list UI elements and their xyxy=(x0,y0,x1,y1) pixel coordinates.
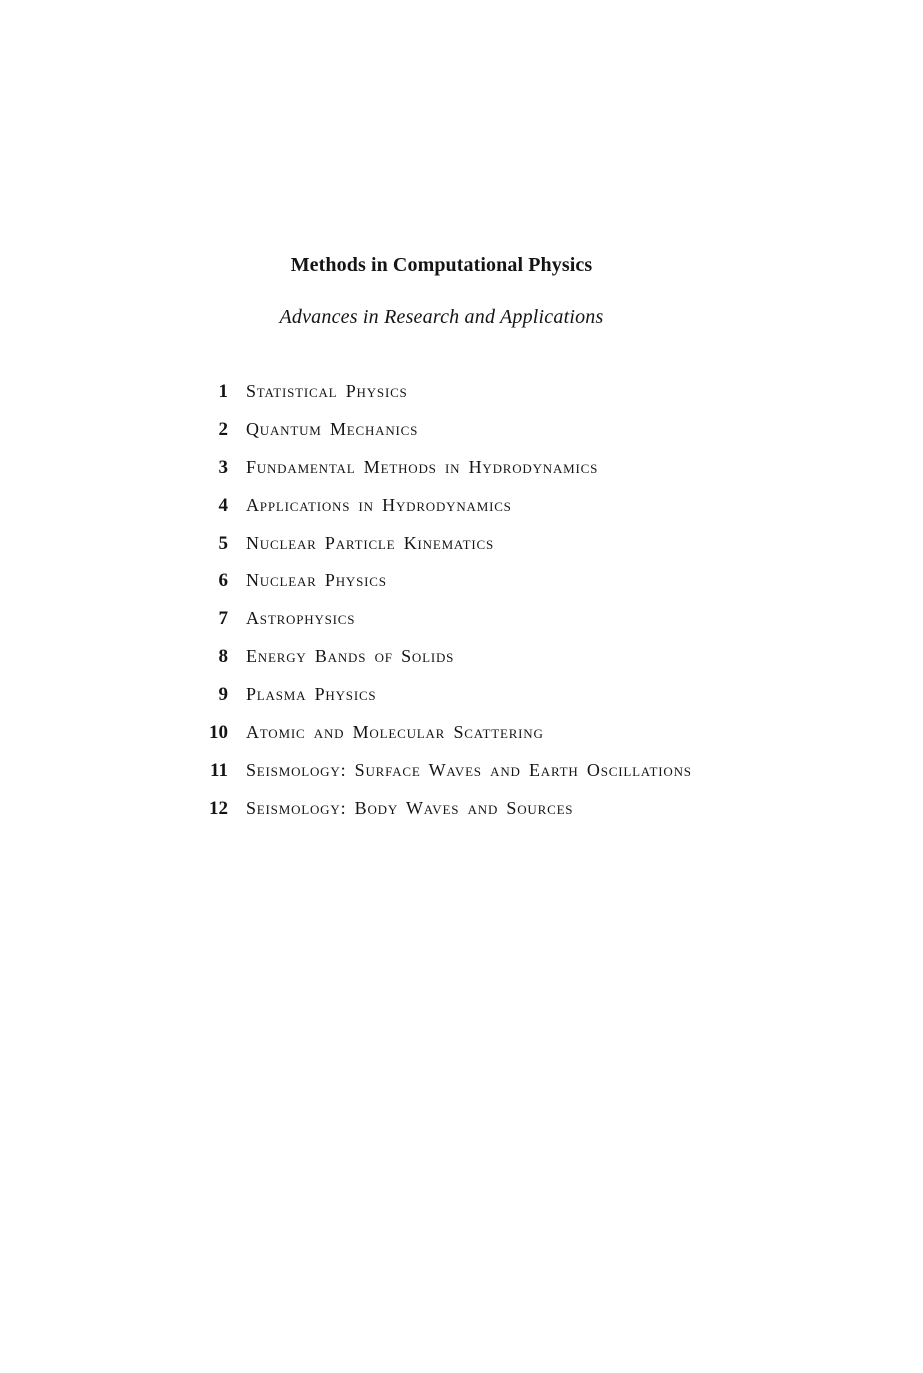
volume-item xyxy=(190,760,692,798)
volume-title: Quantum Mechanics xyxy=(246,418,419,439)
volume-item xyxy=(190,798,692,836)
volume-item xyxy=(190,457,692,495)
volume-item xyxy=(190,646,692,684)
volume-item xyxy=(190,570,692,608)
volume-title: Statistical Physics xyxy=(246,381,408,401)
volume-title: Nuclear Physics xyxy=(246,570,387,591)
volume-number: 12 xyxy=(209,797,228,819)
volume-number: 10 xyxy=(209,722,228,744)
volume-number: 4 xyxy=(218,494,228,516)
volume-item xyxy=(190,419,692,457)
volume-number: 9 xyxy=(218,684,228,706)
volume-number: 3 xyxy=(218,456,228,478)
volume-number: 6 xyxy=(218,570,228,592)
volume-item xyxy=(190,722,692,760)
volume-item xyxy=(190,381,692,419)
volume-number: 1 xyxy=(218,381,228,402)
volume-item xyxy=(190,495,692,533)
volume-number: 2 xyxy=(218,418,228,440)
volume-title: Seismology: Surface Waves and Earth Oscillations xyxy=(246,759,692,780)
series-title: Methods in Computational Physics xyxy=(290,254,593,276)
volume-title: Atomic and Molecular Scattering xyxy=(246,722,544,743)
volume-item xyxy=(190,608,692,646)
volume-number: 7 xyxy=(218,608,228,630)
volume-item xyxy=(190,533,692,571)
volume-number: 11 xyxy=(210,759,228,781)
volume-number: 5 xyxy=(218,532,228,554)
volume-list xyxy=(190,381,692,836)
volume-title: Fundamental Methods in Hydrodynamics xyxy=(246,456,599,477)
volume-title: Astrophysics xyxy=(246,608,356,629)
volume-title: Seismology: Body Waves and Sources xyxy=(246,797,574,818)
volume-title: Applications in Hydrodynamics xyxy=(246,494,512,515)
volume-item xyxy=(190,684,692,722)
volume-title: Nuclear Particle Kinematics xyxy=(246,532,495,553)
volume-title: Plasma Physics xyxy=(246,684,377,705)
volume-title: Energy Bands of Solids xyxy=(246,646,455,667)
volume-number: 8 xyxy=(218,646,228,668)
series-subtitle: Advances in Research and Applications xyxy=(279,306,604,328)
